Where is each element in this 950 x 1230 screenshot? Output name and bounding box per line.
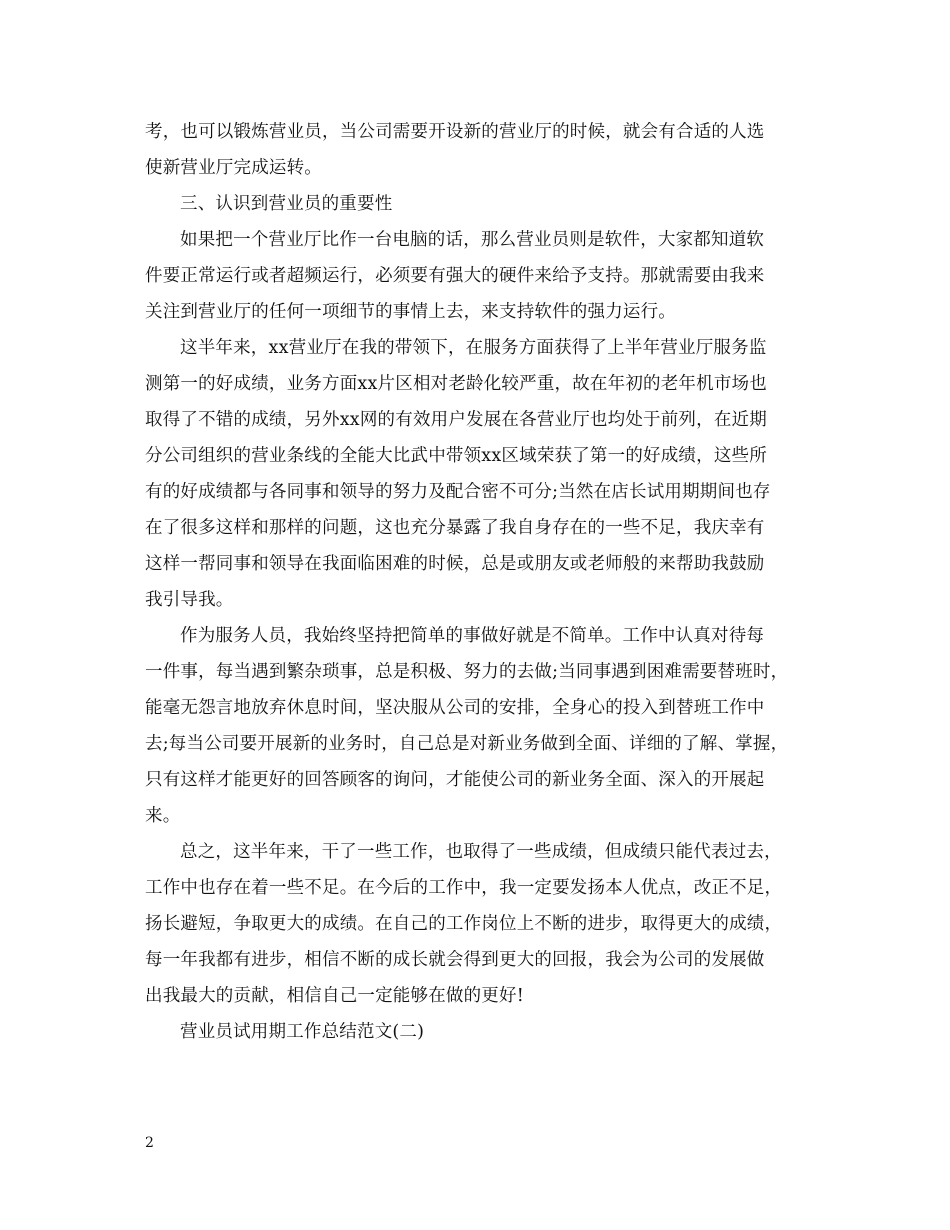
text-line: 测第一的好成绩，业务方面xx片区相对老龄化较严重，故在年初的老年机市场也 <box>145 374 767 394</box>
text-line: 作为服务人员，我始终坚持把简单的事做好就是不简单。工作中认真对待每 <box>180 626 765 646</box>
text-line: 总之，这半年来，干了一些工作，也取得了一些成绩，但成绩只能代表过去， <box>180 842 782 862</box>
text-line: 工作中也存在着一些不足。在今后的工作中，我一定要发扬本人优点，改正不足， <box>145 878 783 898</box>
text-line: 取得了不错的成绩，另外xx网的有效用户发展在各营业厅也均处于前列，在近期 <box>145 410 767 430</box>
text-line: 营业员试用期工作总结范文(二) <box>180 1022 425 1042</box>
text-line: 这样一帮同事和领导在我面临困难的时候，总是或朋友或老师般的来帮助我鼓励 <box>145 554 765 574</box>
text-line: 出我最大的贡献，相信自己一定能够在做的更好! <box>145 986 524 1006</box>
text-line: 只有这样才能更好的回答顾客的询问，才能使公司的新业务全面、深入的开展起 <box>145 770 765 790</box>
text-line: 能毫无怨言地放弃休息时间，坚决服从公司的安排，全身心的投入到替班工作中 <box>145 698 765 718</box>
page-number: 2 <box>145 1135 154 1151</box>
text-line: 这半年来，xx营业厅在我的带领下，在服务方面获得了上半年营业厅服务监 <box>180 338 767 358</box>
text-line: 考，也可以锻炼营业员，当公司需要开设新的营业厅的时候，就会有合适的人选 <box>145 122 765 142</box>
text-line: 去;每当公司要开展新的业务时，自己总是对新业务做到全面、详细的了解、掌握， <box>145 734 789 754</box>
text-line: 来。 <box>145 806 181 826</box>
text-line: 使新营业厅完成运转。 <box>145 158 322 178</box>
text-line: 关注到营业厅的任何一项细节的事情上去，来支持软件的强力运行。 <box>145 302 676 322</box>
text-line: 每一年我都有进步，相信不断的成长就会得到更大的回报，我会为公司的发展做 <box>145 950 765 970</box>
text-line: 如果把一个营业厅比作一台电脑的话，那么营业员则是软件，大家都知道软 <box>180 230 765 250</box>
text-line: 我引导我。 <box>145 590 234 610</box>
text-line: 件要正常运行或者超频运行，必须要有强大的硬件来给予支持。那就需要由我来 <box>145 266 765 286</box>
text-line: 三、认识到营业员的重要性 <box>180 194 393 214</box>
text-line: 一件事，每当遇到繁杂琐事，总是积极、努力的去做;当同事遇到困难需要替班时， <box>145 662 789 682</box>
text-line: 有的好成绩都与各同事和领导的努力及配合密不可分;当然在店长试用期期间也存 <box>145 482 771 502</box>
text-line: 在了很多这样和那样的问题，这也充分暴露了我自身存在的一些不足，我庆幸有 <box>145 518 765 538</box>
text-line: 扬长避短，争取更大的成绩。在自己的工作岗位上不断的进步，取得更大的成绩， <box>145 914 783 934</box>
text-line: 分公司组织的营业条线的全能大比武中带领xx区域荣获了第一的好成绩，这些所 <box>145 446 767 466</box>
document-body <box>145 114 835 1050</box>
